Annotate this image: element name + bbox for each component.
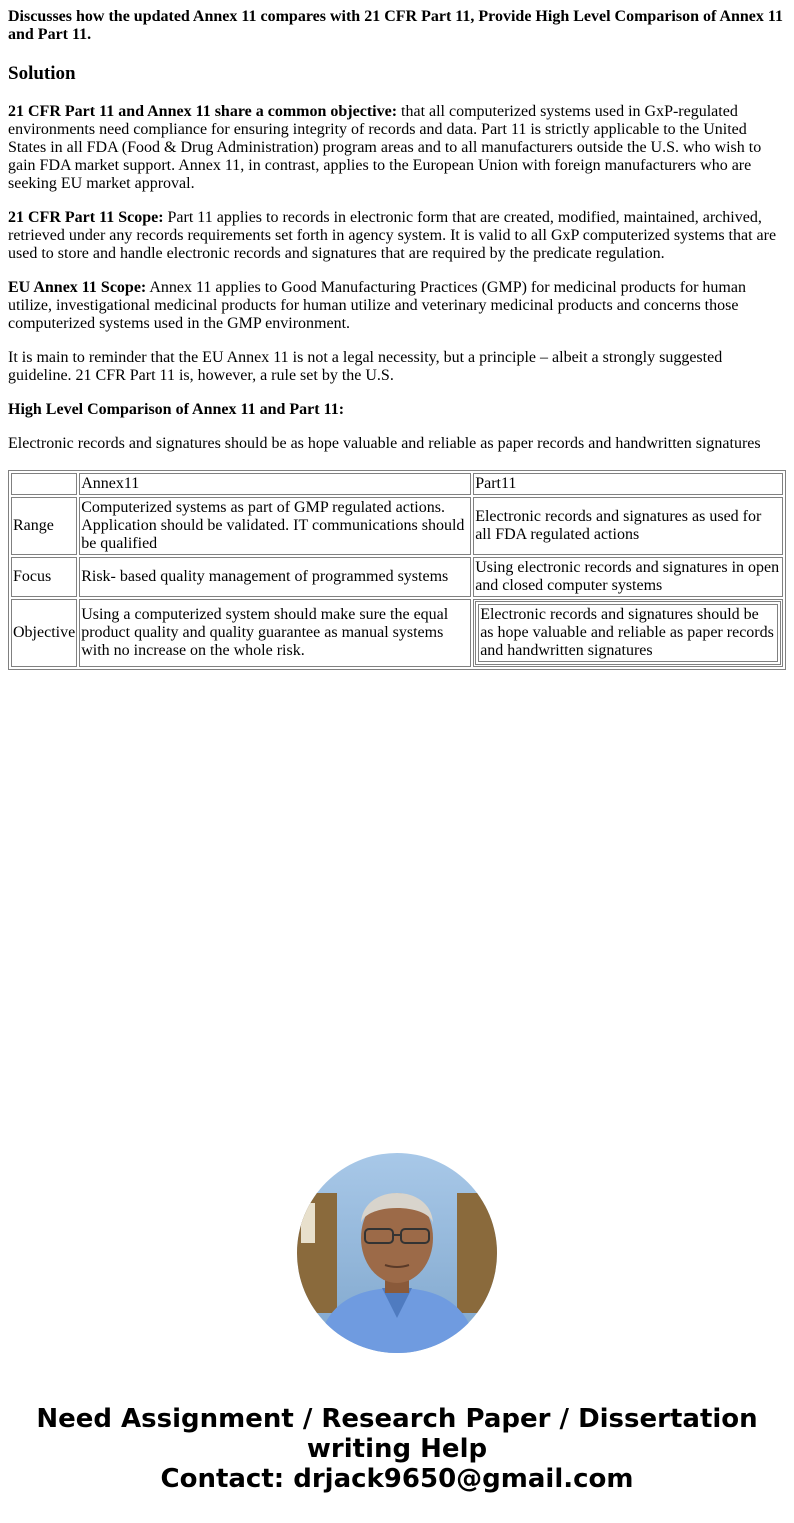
comparison-heading xyxy=(8,401,786,419)
paragraph-text: Part 11 applies to records in electronic form that are created, modified, maintained, archived, retrieved under any records requirements set forth in agency system. It is valid to all GxP computerized systems that are used to store and handle electronic records and signatures that are required by the predicate regulation. xyxy=(8,209,777,262)
comparison-intro: Electronic records and signatures should be as hope valuable and reliable as paper records and handwritten signatures xyxy=(8,435,761,452)
document-body xyxy=(8,8,786,670)
annex-cell: Computerized systems as part of GMP regulated actions. Application should be validated. IT communications should be qualified xyxy=(79,497,471,555)
row-label: Focus xyxy=(11,557,77,597)
paragraph-text: that all computerized systems used in GxP-regulated environments need compliance for ensuring integrity of records and data. Part 11 is strictly applicable to the United States in all FDA (Food & Drug Administration) program areas and to all manufacturers outside the U.S. who wish to gain FDA market support. Annex 11, in contrast, applies to the European Union with foreign manufacturers who are seeking EU market approval. xyxy=(8,103,762,192)
footer-line: Need Assignment / Research Paper / Dissertation writing Help xyxy=(36,1404,758,1464)
part-cell: Using electronic records and signatures in open and closed computer systems xyxy=(473,557,783,597)
table-row xyxy=(11,497,783,555)
question-title: Discusses how the updated Annex 11 compares with 21 CFR Part 11, Provide High Level Comparison of Annex 11 and Part 11. xyxy=(8,8,784,43)
paragraph-part11-scope xyxy=(8,209,786,263)
avatar-photo xyxy=(297,1153,497,1353)
table-row xyxy=(11,599,783,667)
comparison-heading-text: High Level Comparison of Annex 11 and Part 11: xyxy=(8,401,345,418)
paragraph-reminder: It is main to reminder that the EU Annex 11 is not a legal necessity, but a principle – albeit a strongly suggested guideline. 21 CFR Part 11 is, however, a rule set by the U.S. xyxy=(8,349,723,384)
annex-cell: Using a computerized system should make sure the equal product quality and quality guarantee as manual systems with no increase on the whole risk. xyxy=(79,599,471,667)
paragraph-common-objective xyxy=(8,103,786,193)
footer-banner xyxy=(0,1404,794,1494)
row-label: Objective xyxy=(11,599,77,667)
paragraph-lead: 21 CFR Part 11 and Annex 11 share a common objective: xyxy=(8,103,398,120)
paragraph-lead: EU Annex 11 Scope: xyxy=(8,279,147,296)
part-cell xyxy=(473,599,783,667)
table-header-cell xyxy=(11,473,77,495)
table-header-row xyxy=(11,473,783,495)
paragraph-annex11-scope xyxy=(8,279,786,333)
nested-cell: Electronic records and signatures should be as hope valuable and reliable as paper records and handwritten signatures xyxy=(478,604,778,662)
comparison-table xyxy=(8,470,786,670)
solution-heading: Solution xyxy=(8,63,76,84)
part-cell: Electronic records and signatures as used for all FDA regulated actions xyxy=(473,497,783,555)
nested-table xyxy=(475,601,781,665)
paragraph-text: Annex 11 applies to Good Manufacturing Practices (GMP) for medicinal products for human utilize, investigational medicinal products for human utilize and veterinary medicinal products and concerns those computerized systems used in the GMP environment. xyxy=(8,279,746,332)
annex-cell: Risk- based quality management of programmed systems xyxy=(79,557,471,597)
table-row xyxy=(11,557,783,597)
paragraph-lead: 21 CFR Part 11 Scope: xyxy=(8,209,164,226)
row-label: Range xyxy=(11,497,77,555)
table-header-cell: Part11 xyxy=(473,473,783,495)
table-header-cell: Annex11 xyxy=(79,473,471,495)
author-avatar xyxy=(297,1153,497,1353)
footer-contact: Contact: drjack9650@gmail.com xyxy=(160,1464,634,1494)
